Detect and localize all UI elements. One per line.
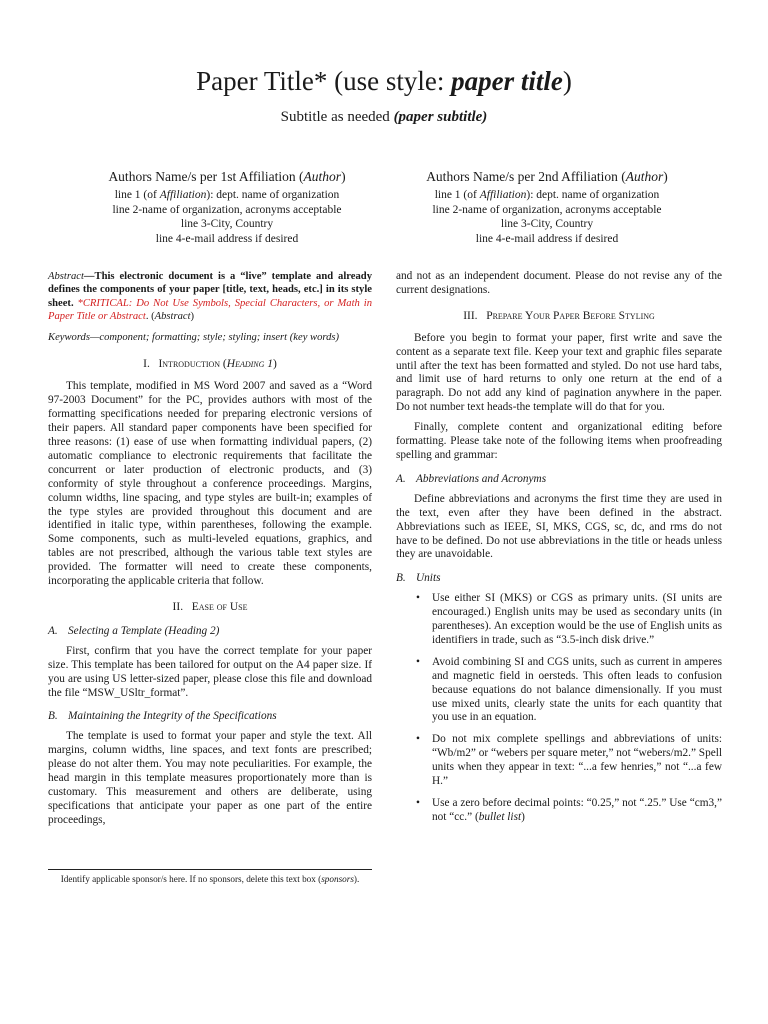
abstract-tail: . (	[145, 310, 155, 322]
affiliation-line-3: line 3-City, Country	[180, 218, 274, 230]
subsection-title: Maintaining the Integrity of the Specifications	[68, 710, 277, 723]
aff-style: Affiliation	[479, 189, 527, 201]
sponsor-footnote	[48, 873, 372, 885]
integrity-paragraph-continued: and not as an independent document. Please do not revise any of the current designations.	[396, 270, 722, 296]
bullet-icon: •	[416, 733, 420, 746]
list-item-text: Use a zero before decimal points: “0.25,” not “.25.” Use “cm3,” not “cc.” (	[432, 797, 722, 823]
section-number: II.	[172, 600, 184, 613]
title-close: )	[562, 66, 572, 96]
prepare-paragraph-1: Before you begin to format your paper, first write and save the content as a separate text file. Keep your text and graphic files separate until after the text has been formatted and styled. Do not use hard tabs, and limit use of hard returns to only one return at the end of a paragraph. Do not add any kind of pagination anywhere in the paper. Do not number text heads-the template will do that for you.	[396, 331, 722, 414]
section-title: Introduction (	[158, 358, 227, 371]
author-name	[397, 168, 697, 185]
paper-title	[0, 64, 768, 98]
section-title: Ease of Use	[191, 600, 248, 613]
units-bullet-list	[396, 592, 722, 825]
abstract-label: Abstract	[48, 271, 84, 282]
list-item-text: Avoid combining SI and CGS units, such as current in amperes and magnetic field in oersteds. This often leads to confusion because equations do not balance dimensionally. If you must use mixed units, clearly state the units for each quantity that you use in an equation.	[432, 655, 722, 724]
subsection-number: A.	[48, 624, 58, 637]
keywords: Keywords—component; formatting; style; styling; insert (key words)	[48, 332, 340, 344]
author-block-1	[77, 168, 377, 246]
subtitle-text: Subtitle as needed	[280, 109, 394, 125]
section-heading-ease-of-use	[48, 601, 372, 615]
paper-subtitle	[0, 107, 768, 127]
bullet-icon: •	[416, 592, 420, 605]
aff-text: line 1 (of	[434, 189, 480, 201]
subsection-heading-abbreviations	[396, 473, 722, 487]
section-title: Prepare Your Paper Before Styling	[486, 309, 655, 322]
affiliation-line-1	[77, 188, 377, 203]
abstract	[48, 270, 372, 323]
list-item	[396, 733, 722, 789]
affiliation-line-2: line 2-name of organization, acronyms acceptable	[432, 203, 662, 216]
section-style: Heading 1	[226, 358, 274, 371]
title-text: Paper Title* (use style:	[196, 66, 452, 96]
author-close: )	[341, 169, 346, 184]
author-name-text: Authors Name/s per 2nd Affiliation (	[426, 169, 626, 184]
author-name-text: Authors Name/s per 1st Affiliation (	[108, 169, 304, 184]
affiliation-line-4: line 4-e-mail address if desired	[475, 232, 619, 245]
list-item-close: )	[521, 810, 525, 823]
author-style: Author	[625, 169, 664, 184]
bullet-icon: •	[416, 797, 420, 809]
author-name	[77, 168, 377, 185]
section-heading-prepare	[396, 310, 722, 324]
bullet-icon: •	[416, 655, 420, 668]
subtitle-style-name: (paper subtitle)	[393, 109, 488, 125]
subsection-number: B.	[396, 572, 406, 585]
title-style-name: paper title	[451, 66, 563, 96]
list-style-name: bullet list	[478, 810, 522, 823]
footnote-close: ).	[353, 874, 360, 884]
footnote-text: Identify applicable sponsor/s here. If no sponsors, delete this text box (	[60, 874, 322, 884]
aff-text-2: ): dept. name of organization	[526, 189, 660, 201]
abstract-critical-note: *CRITICAL: Do Not Use Symbols, Special Characters, or Math in Paper Title or Abstract	[48, 297, 372, 322]
author-close: )	[663, 169, 668, 184]
list-item	[396, 797, 722, 825]
abstract-tail-close: )	[190, 310, 195, 322]
affiliation-line-4: line 4-e-mail address if desired	[155, 232, 299, 245]
subsection-number: B.	[48, 710, 58, 723]
subsection-number: A.	[396, 472, 406, 485]
subsection-title: Selecting a Template (Heading 2)	[68, 624, 220, 637]
subsection-heading-units	[396, 572, 722, 586]
subsection-heading-integrity	[48, 710, 372, 724]
abstract-style: Abstract	[154, 310, 191, 322]
affiliation-line-2: line 2-name of organization, acronyms acceptable	[112, 203, 342, 216]
author-block-2	[397, 168, 697, 246]
section-heading-introduction	[48, 358, 372, 372]
author-style: Author	[303, 169, 342, 184]
abstract-bold-text: —This electronic document is a “live” template and already defines the components of your paper [title, text, heads, etc.] in its style sheet.	[48, 271, 372, 309]
list-item-text: Use either SI (MKS) or CGS as primary units. (SI units are encouraged.) English units may be used as secondary units (in parentheses). An exception would be the use of English units as identifiers in trade, such as “3.5-inch disk drive.”	[432, 592, 722, 646]
prepare-paragraph-2: Finally, complete content and organizational editing before formatting. Please take note of the following items when proofreading spelling and grammar:	[396, 421, 722, 461]
section-number: III.	[463, 309, 478, 322]
subsection-title: Abbreviations and Acronyms	[416, 472, 547, 485]
right-column	[396, 270, 722, 833]
integrity-paragraph: The template is used to format your paper and style the text. All margins, column widths, line spaces, and text fonts are prescribed; please do not alter them. You may note peculiarities. For example, the head margin in this template measures proportionately more than is customary. This measurement and others are deliberate, using specifications that anticipate your paper as one part of the entire proceedings,	[48, 730, 372, 826]
subsection-heading-selecting-template	[48, 625, 372, 639]
list-item	[396, 656, 722, 726]
section-number: I.	[143, 358, 150, 371]
section-close: )	[273, 358, 277, 371]
footnote-style: sponsors	[321, 874, 354, 884]
aff-style: Affiliation	[159, 189, 207, 201]
affiliation-line-3: line 3-City, Country	[500, 218, 594, 230]
affiliation-line-1	[397, 188, 697, 203]
subsection-title: Units	[416, 572, 441, 585]
selecting-template-paragraph: First, confirm that you have the correct template for your paper size. This template has been tailored for output on the A4 paper size. If you are using US letter-sized paper, please close this file and download the file “MSW_USltr_format”.	[48, 644, 372, 699]
aff-text: line 1 (of	[114, 189, 160, 201]
intro-paragraph: This template, modified in MS Word 2007 and saved as a “Word 97-2003 Document” for the PC, provides authors with most of the formatting specifications needed for preparing electronic versions of their papers. All standard paper components have been specified for three reasons: (1) ease of use when formatting individual papers, (2) automatic compliance to electronic requirements that facilitate the concurrent or later production of electronic products, and (3) conformity of style throughout a conference proceedings. Margins, column widths, line spacing, and type styles are built-in; examples of the type styles are provided throughout this document and are identified in italic type, within parentheses, following the example. Some components, such as multi-leveled equations, graphics, and tables are not prescribed, although the various table text styles are provided. The formatter will need to create these components, incorporating the applicable criteria that follow.	[48, 380, 372, 588]
footnote-divider	[48, 869, 372, 870]
left-column	[48, 270, 372, 834]
abbreviations-paragraph: Define abbreviations and acronyms the first time they are used in the text, even after they have been defined in the abstract. Abbreviations such as IEEE, SI, MKS, CGS, sc, dc, and rms do not have to be defined. Do not use abbreviations in the title or heads unless they are unavoidable.	[396, 492, 722, 561]
list-item	[396, 592, 722, 648]
aff-text-2: ): dept. name of organization	[206, 189, 340, 201]
list-item-text: Do not mix complete spellings and abbreviations of units: “Wb/m2” or “webers per square meter,” not “webers/m2.” Spell units when they appear in text: “...a few henries,” not “...a few H.”	[432, 733, 723, 788]
